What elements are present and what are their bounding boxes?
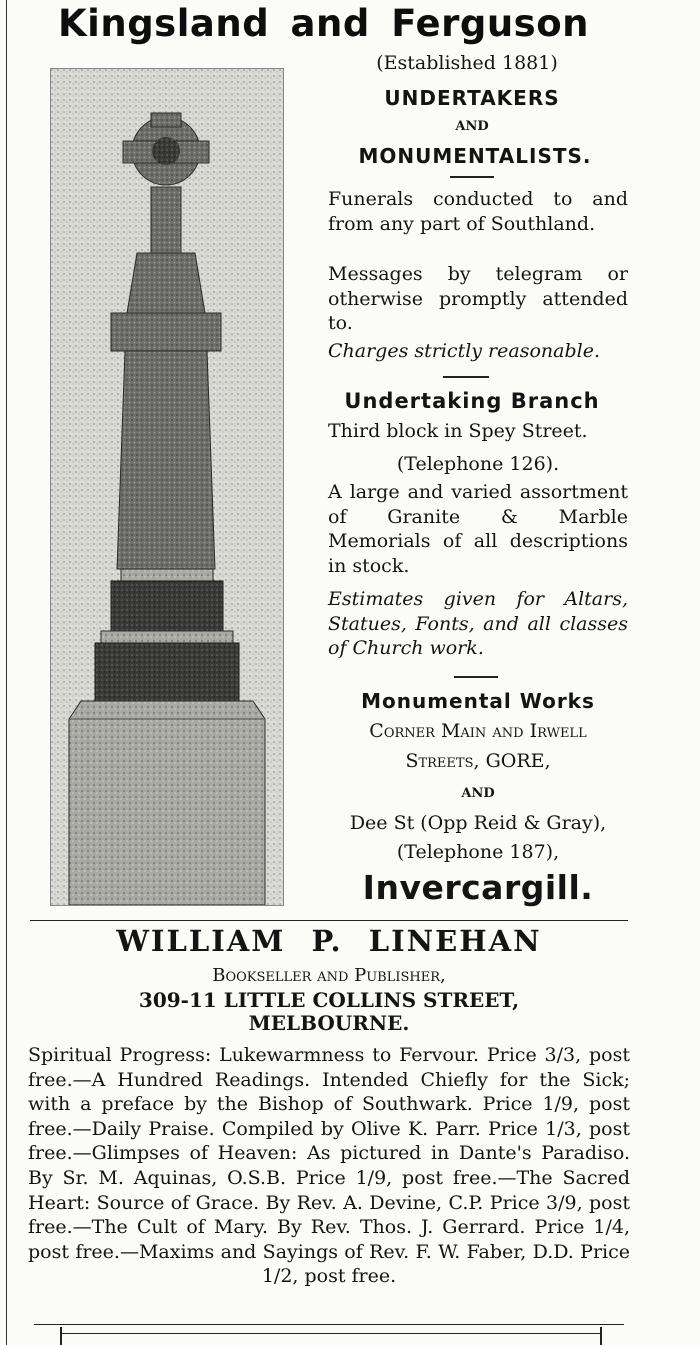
- bookseller-city: MELBOURNE.: [248, 1011, 410, 1035]
- bottom-rule: [34, 1324, 624, 1325]
- charges-text: Charges strictly reasonable.: [328, 340, 600, 362]
- divider-rule: [443, 376, 489, 378]
- monumentalists-heading: MONUMENTALISTS.: [358, 144, 592, 168]
- branch-telephone: (Telephone 126).: [396, 453, 560, 475]
- and-connector: AND: [455, 119, 489, 134]
- monumental-works-heading: Monumental Works: [361, 689, 595, 713]
- branch-location: Third block in Spey Street.: [328, 420, 588, 442]
- invercargill-heading: Invercargill.: [362, 868, 594, 907]
- section-divider: [30, 920, 628, 921]
- bookseller-name: WILLIAM P. LINEHAN: [116, 924, 542, 958]
- works-corner-line: Corner Main and Irwell: [369, 720, 587, 742]
- left-border-rule: [6, 0, 7, 1345]
- streets-word: Streets,: [405, 750, 480, 772]
- bookseller-address: 309-11 LITTLE COLLINS STREET,: [138, 988, 520, 1012]
- estimates-text: Estimates given for Altars, Statues, Fonts, and all classes of Church work.: [328, 588, 628, 659]
- bookseller-title: Bookseller and Publisher,: [212, 965, 446, 986]
- divider-rule: [450, 176, 494, 178]
- funerals-text: Funerals conducted to and from any part of Southland.: [328, 188, 628, 235]
- bracket-left: [60, 1327, 62, 1345]
- book-listing: Spiritual Progress: Lukewarmness to Fervour. Price 3/3, post free.—A Hundred Readings. Intended Chiefly for the Sick; with a preface by the Bishop of Southwark. Price 1/9, post free.—Daily Praise. Compiled by Olive K. Parr. Price 1/3, post free.—Glimpses of Heaven: As pictured in Dante's Paradiso. By Sr. M. Aquinas, O.S.B. Price 1/9, post free.—The Sacred Heart: Source of Grace. By Rev. A. Devine, C.P. Price 3/9, post free.—The Cult of Mary. By Rev. Thos. J. Gerrard. Price 1/4, post free.—Maxims and Sayings of Rev. F. W. Faber, D.D. Price 1/2, post free.: [28, 1044, 630, 1288]
- assortment-text: A large and varied assortment of Granite & Marble Memorials of all descriptions in stock.: [328, 481, 628, 577]
- works-telephone: (Telephone 187),: [396, 841, 560, 863]
- established-year: (Established 1881): [376, 52, 558, 74]
- firm-title: Kingsland and Ferguson: [58, 2, 589, 45]
- dee-street-address: Dee St (Opp Reid & Gray),: [349, 812, 607, 834]
- celtic-cross-monument-icon: [50, 68, 284, 906]
- bracket-right: [600, 1327, 602, 1345]
- gore-word: GORE,: [485, 750, 551, 772]
- undertakers-heading: UNDERTAKERS: [384, 86, 560, 110]
- and-connector: AND: [461, 786, 495, 801]
- bracket-line: [60, 1333, 602, 1334]
- divider-rule: [454, 676, 498, 678]
- undertaking-branch-heading: Undertaking Branch: [344, 389, 600, 413]
- messages-text: Messages by telegram or otherwise promptly attended to.: [328, 263, 628, 334]
- works-streets-line: [328, 750, 628, 772]
